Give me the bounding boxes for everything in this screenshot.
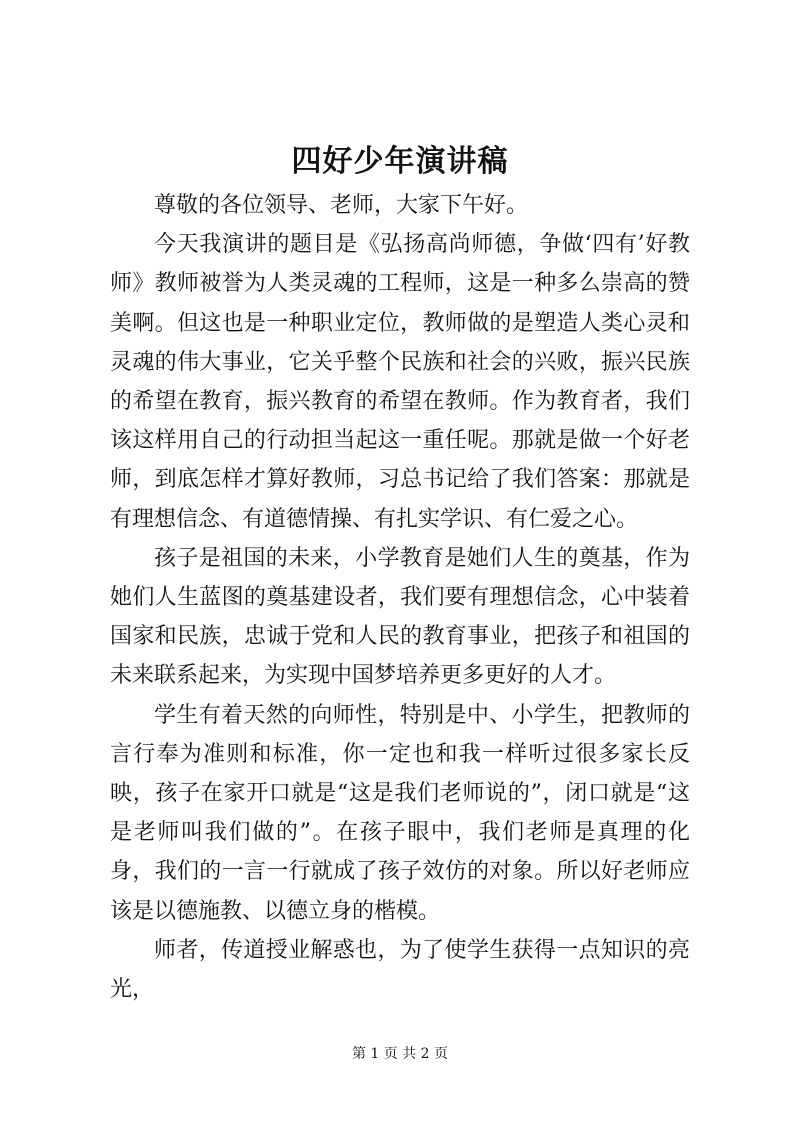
paragraph-children-future: 孩子是祖国的未来，小学教育是她们人生的奠基，作为她们人生蓝图的奠基建设者，我们要有理想信念，心中装着国家和民族，忠诚于党和人民的教育事业，把孩子和祖国的未来联系起来，为实现中国梦培养更多更好的人才。 <box>110 545 690 689</box>
paragraph-teacher-role: 师者，传道授业解惑也，为了使学生获得一点知识的亮光， <box>110 937 690 1003</box>
paragraph-greeting: 尊敬的各位领导、老师，大家下午好。 <box>154 193 529 218</box>
page-number-footer: 第 1 页 共 2 页 <box>351 1046 449 1062</box>
document-title: 四好少年演讲稿 <box>291 144 509 179</box>
document-body <box>110 186 690 1009</box>
paragraph-students-respect: 学生有着天然的向师性，特别是中、小学生，把教师的言行奉为准则和标准，你一定也和我一样听过很多家长反映，孩子在家开口就是“这是我们老师说的”，闭口就是“这是老师叫我们做的”。在孩子眼中，我们老师是真理的化身，我们的一言一行就成了孩子效仿的对象。所以好老师应该是以德施教、以德立身的楷模。 <box>110 702 690 924</box>
paragraph-topic: 今天我演讲的题目是《弘扬高尚师德，争做‘四有’好教师》教师被誉为人类灵魂的工程师，这是一种多么崇高的赞美啊。但这也是一种职业定位，教师做的是塑造人类心灵和灵魂的伟大事业，它关乎整个民族和社会的兴败，振兴民族的希望在教育，振兴教育的希望在教师。作为教育者，我们该这样用自己的行动担当起这一重任呢。那就是做一个好老师，到底怎样才算好教师，习总书记给了我们答案：那就是有理想信念、有道德情操、有扎实学识、有仁爱之心。 <box>110 232 690 532</box>
